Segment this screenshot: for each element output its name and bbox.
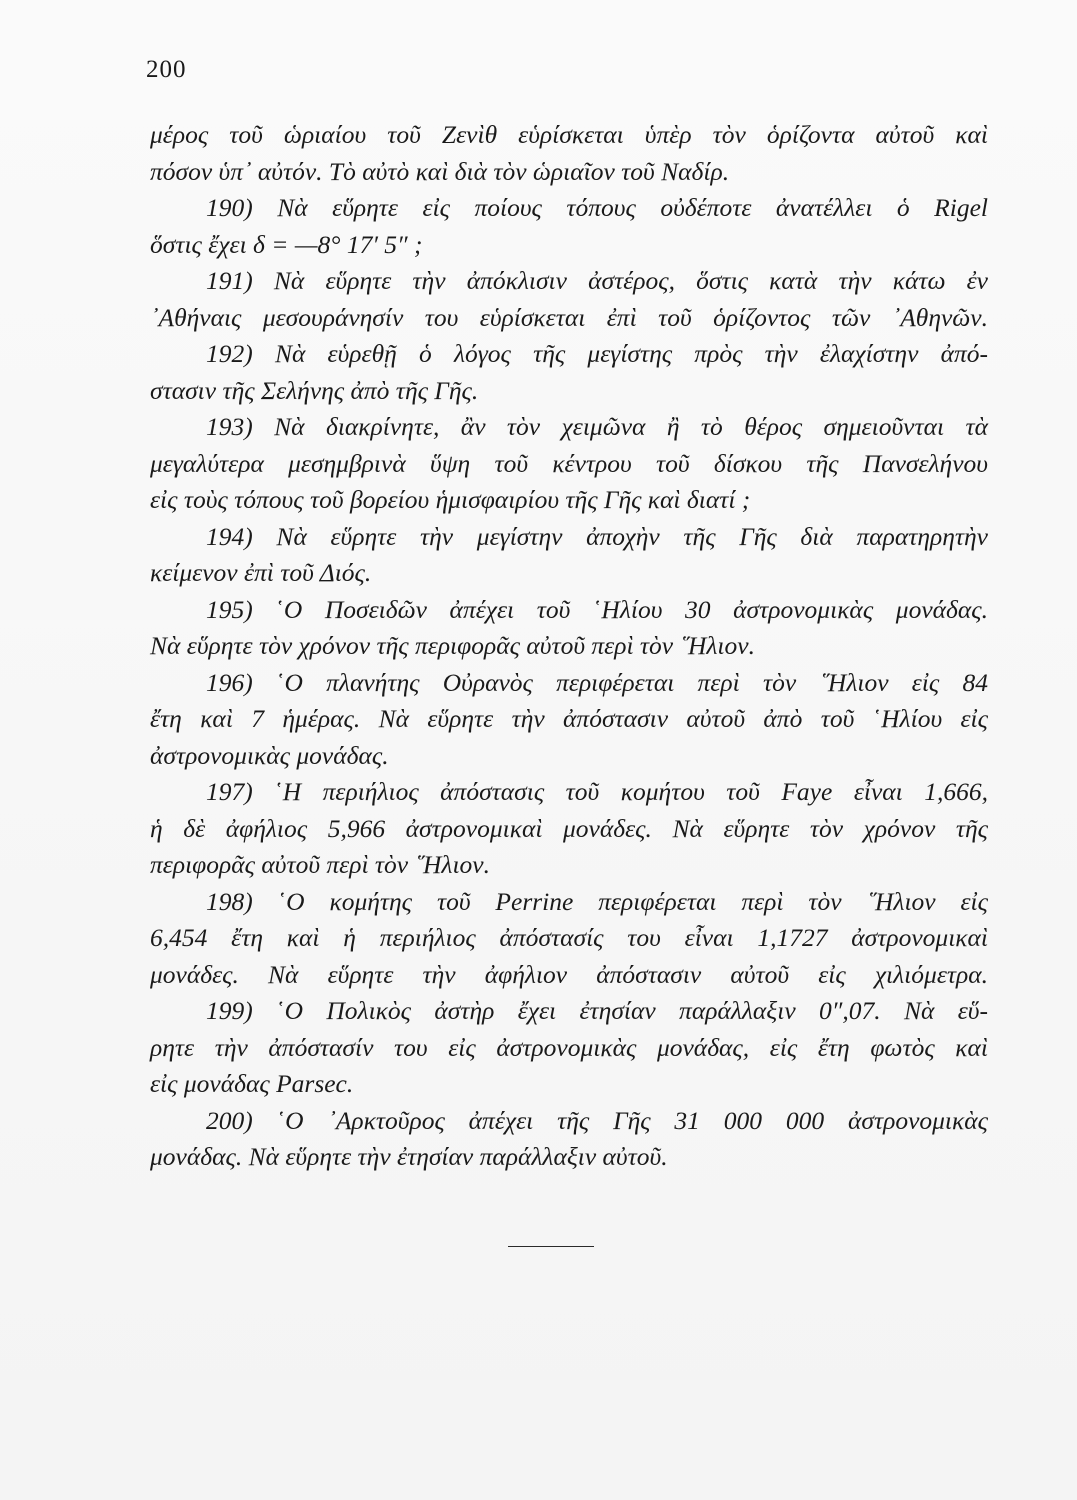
text-line: μεγαλύτερα μεσημβρινὰ ὕψη τοῦ κέντρου τοῦ δίσκου τῆς Πανσελήνου (150, 448, 988, 478)
exercise-text-block (150, 117, 988, 1176)
text-line: ἔτη καὶ 7 ἡμέρας. Νὰ εὕρητε τὴν ἀπόστασιν αὐτοῦ ἀπὸ τοῦ ῾Ηλίου εἰς (150, 704, 988, 733)
text-line: εἰς τοὺς τόπους τοῦ βορείου ἡμισφαιρίου τῆς Γῆς καὶ διατί ; (150, 485, 751, 514)
exercise-193: 193) Νὰ διακρίνητε, ἂν τὸν χειμῶνα ἢ τὸ θέρος σημειοῦνται τὰ (206, 412, 988, 441)
text-line: ἡ δὲ ἀφήλιος 5,966 ἀστρονομικαὶ μονάδες. Νὰ εὕρητε τὸν χρόνον τῆς (150, 813, 988, 843)
exercise-199: 199) ῾Ο Πολικὸς ἀστὴρ ἔχει ἐτησίαν παράλλαξιν 0″,07. Νὰ εὕ- (206, 996, 988, 1025)
exercise-191: 191) Νὰ εὕρητε τὴν ἀπόκλισιν ἀστέρος, ὅστις κατὰ τὴν κάτω ἐν (206, 266, 988, 295)
exercise-198: 198) ῾Ο κομήτης τοῦ Perrine περιφέρεται περὶ τὸν ῞Ηλιον εἰς (206, 886, 988, 916)
text-line: Νὰ εὕρητε τὸν χρόνον τῆς περιφορᾶς αὐτοῦ περὶ τὸν ῞Ηλιον. (150, 631, 755, 660)
exercise-200: 200) ῾Ο ᾽Αρκτοῦρος ἀπέχει τῆς Γῆς 31 000 000 ἀστρονομικὰς (206, 1105, 988, 1135)
exercise-196: 196) ῾Ο πλανήτης Οὐρανὸς περιφέρεται περὶ τὸν ῞Ηλιον εἰς 84 (206, 667, 988, 697)
text-line: κείμενον ἐπὶ τοῦ Διός. (150, 558, 372, 587)
exercise-190: 190) Νὰ εὕρητε εἰς ποίους τόπους οὐδέποτε ἀνατέλλει ὁ Rigel (206, 193, 988, 222)
exercise-197: 197) ῾Η περιήλιος ἀπόστασις τοῦ κομήτου τοῦ Faye εἶναι 1,666, (206, 777, 988, 806)
text-line: 6,454 ἔτη καὶ ἡ περιήλιος ἀπόστασίς του εἶναι 1,1727 ἀστρονομικαὶ (150, 923, 988, 952)
text-line: ᾽Αθήναις μεσουράνησίν του εὑρίσκεται ἐπὶ τοῦ ὁρίζοντος τῶν ᾽Αθηνῶν. (150, 302, 988, 332)
text-line: μονάδες. Νὰ εὕρητε τὴν ἀφήλιον ἀπόστασιν αὐτοῦ εἰς χιλιόμετρα. (150, 959, 988, 989)
text-line: πόσον ὑπ᾽ αὐτόν. Τὸ αὐτὸ καὶ διὰ τὸν ὡριαῖον τοῦ Ναδίρ. (150, 156, 730, 186)
exercise-194: 194) Νὰ εὕρητε τὴν μεγίστην ἀποχὴν τῆς Γῆς διὰ παρατηρητὴν (206, 521, 988, 551)
text-line: ἀστρονομικὰς μονάδας. (150, 740, 389, 770)
exercise-195: 195) ῾Ο Ποσειδῶν ἀπέχει τοῦ ῾Ηλίου 30 ἀστρονομικὰς μονάδας. (206, 594, 988, 624)
text-line: μέρος τοῦ ὡριαίου τοῦ Ζενὶθ εὑρίσκεται ὑπὲρ τὸν ὁρίζοντα αὐτοῦ καὶ (150, 120, 988, 149)
text-line: εἰς μονάδας Parsec. (150, 1069, 354, 1098)
text-line: μονάδας. Νὰ εὕρητε τὴν ἐτησίαν παράλλαξιν αὐτοῦ. (150, 1142, 668, 1171)
text-line: ὅστις ἔχει δ = —8° 17′ 5″ ; (150, 229, 423, 259)
text-line: ρητε τὴν ἀπόστασίν του εἰς ἀστρονομικὰς μονάδας, εἰς ἔτη φωτὸς καὶ (150, 1032, 988, 1062)
text-line: στασιν τῆς Σελήνης ἀπὸ τῆς Γῆς. (150, 375, 479, 405)
text-line: περιφορᾶς αὐτοῦ περὶ τὸν ῞Ηλιον. (150, 850, 490, 879)
page-number: 200 (146, 56, 187, 83)
exercise-192: 192) Νὰ εὑρεθῇ ὁ λόγος τῆς μεγίστης πρὸς τὴν ἐλαχίστην ἀπό- (206, 339, 988, 368)
end-rule-divider (508, 1246, 594, 1247)
